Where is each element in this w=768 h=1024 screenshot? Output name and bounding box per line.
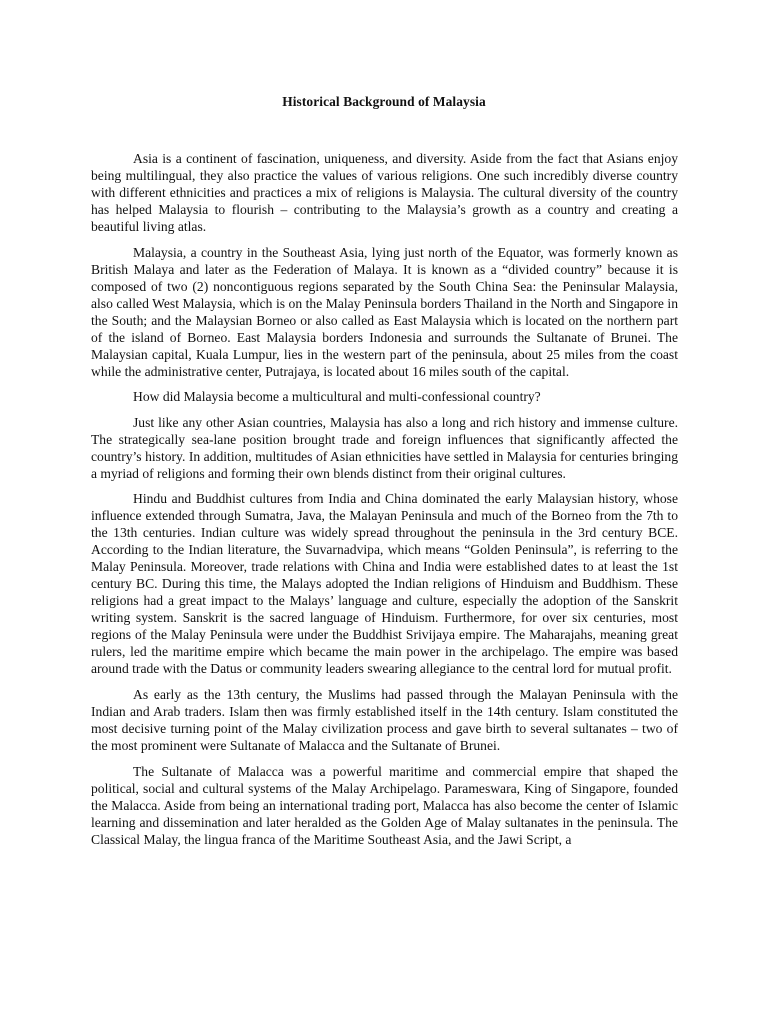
paragraph-malacca-sultanate: The Sultanate of Malacca was a powerful maritime and commercial empire that shaped the political, social and cultural systems of the Malay Archipelago. Parameswara, King of Singapore, founded the Malacca. Aside from being an international trading port, Malacca has also become the center of Islamic learning and dissemination and later heralded as the Golden Age of Malay sultanates in the peninsula. The Classical Malay, the lingua franca of the Maritime Southeast Asia, and the Jawi Script, a [91,763,678,847]
paragraph-malaysia-geography: Malaysia, a country in the Southeast Asia, lying just north of the Equator, was formerly known as British Malaya and later as the Federation of Malaya. It is known as a “divided country” because it is composed of two (2) noncontiguous regions separated by the South China Sea: the Peninsular Malaysia, also called West Malaysia, which is on the Malay Peninsula borders Thailand in the North and Singapore in the South; and the Malaysian Borneo or also called as East Malaysia which is located on the northern part of the island of Borneo. East Malaysia borders Indonesia and surrounds the Sultanate of Brunei. The Malaysian capital, Kuala Lumpur, lies in the western part of the peninsula, about 25 miles from the coast while the administrative center, Putrajaya, is located about 16 miles south of the capital. [91,244,678,379]
paragraph-hindu-buddhist: Hindu and Buddhist cultures from India and China dominated the early Malaysian history, whose influence extended through Sumatra, Java, the Malayan Peninsula and much of the Borneo from the 7th to the 13th centuries. Indian culture was widely spread throughout the peninsula in the 3rd century BCE. According to the Indian literature, the Suvarnadvipa, which means “Golden Peninsula”, is referring to the Malay Peninsula. Moreover, trade relations with China and India were established dates to at least the 1st century BC. During this time, the Malays adopted the Indian religions of Hinduism and Buddhism. These religions had a great impact to the Malays’ language and culture, especially the adoption of the Sanskrit writing system. Sanskrit is the sacred language of Hinduism. Furthermore, for over six centuries, most regions of the Malay Peninsula were under the Buddhist Srivijaya empire. The Maharajahs, meaning great rulers, led the maritime empire which became the main power in the archipelago. The empire was based around trade with the Datus or community leaders swearing allegiance to the central lord for mutual profit. [91,491,678,677]
paragraph-islam: As early as the 13th century, the Muslims had passed through the Malayan Peninsula with the Indian and Arab traders. Islam then was firmly established itself in the 14th century. Islam constituted the most decisive turning point of the Malay civilization process and gave birth to several sultanates – two of the most prominent were Sultanate of Malacca and the Sultanate of Brunei. [91,686,678,753]
paragraph-question: How did Malaysia become a multicultural and multi-confessional country? [133,389,541,405]
document-title: Historical Background of Malaysia [282,94,486,109]
paragraph-rich-history: Just like any other Asian countries, Malaysia has also a long and rich history and immense culture. The strategically sea-lane position brought trade and foreign influences that significantly affected the country’s history. In addition, multitudes of Asian ethnicities have settled in Malaysia for centuries bringing a myriad of religions and forming their own blends distinct from their original cultures. [91,414,678,481]
document-body [91,150,678,856]
paragraph-asia-intro: Asia is a continent of fascination, uniqueness, and diversity. Aside from the fact that Asians enjoy being multilingual, they also practice the values of various religions. One such incredibly diverse country with different ethnicities and practices a mix of religions is Malaysia. The cultural diversity of the country has helped Malaysia to flourish – contributing to the Malaysia’s growth as a country and creating a beautiful living atlas. [91,151,678,234]
